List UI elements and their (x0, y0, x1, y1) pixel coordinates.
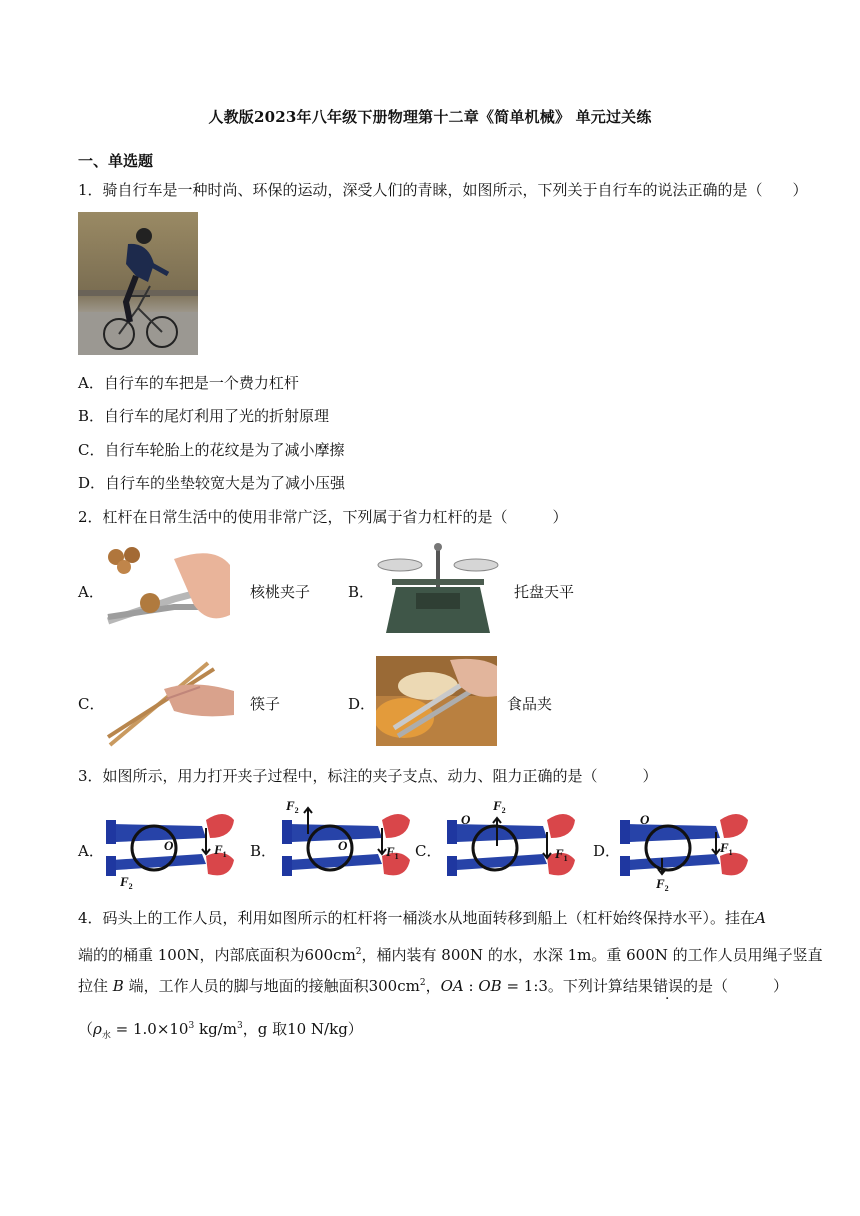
q4-text: 拉住 (78, 977, 113, 995)
q2-option-b-caption: 托盘天平 (514, 583, 575, 601)
q3-stem: 3．如图所示，用力打开夹子过程中，标注的夹子支点、动力、阻力正确的是（ ） (78, 767, 658, 785)
q4-emphasis-wrong: 错误 (652, 977, 683, 995)
q4-ratio-ob: OB (478, 977, 502, 995)
q4-rho-symbol: ρ (93, 1020, 102, 1038)
q1-option-b: B．自行车的尾灯利用了光的折射原理 (78, 407, 330, 425)
f2-label: $F_2$ (656, 876, 669, 892)
walnut-cracker-photo (104, 545, 232, 631)
q4-text: 。下列计算结果 (547, 977, 653, 995)
q4-text: 的是（ ） (682, 977, 788, 995)
q1-option-a: A．自行车的车把是一个费力杠杆 (78, 374, 299, 392)
fulcrum-label: O (461, 812, 471, 827)
q4-text: ，g 取10 N/kg） (242, 1020, 363, 1038)
q2-option-c-caption: 筷子 (250, 695, 281, 713)
f1-label-subscript: 1 (563, 854, 568, 863)
f2-label-subscript: 2 (128, 882, 133, 891)
q4-text: 端，工作人员的脚与地面的接触面积 (123, 977, 369, 995)
q2-option-c-letter: C． (78, 695, 105, 713)
q4-ratio-oa: OA (440, 977, 464, 995)
q3-clip-diagram-a (106, 798, 238, 892)
f1-label: $F_1$ (720, 840, 733, 857)
f2-label-subscript: 2 (501, 806, 506, 815)
f2-label: $F_2$ (286, 798, 299, 815)
q3-clip-diagram-b (282, 798, 414, 892)
f1-label-subscript: 1 (222, 850, 227, 859)
q2-option-a-caption: 核桃夹子 (250, 583, 311, 601)
q1-stem: 1．骑自行车是一种时尚、环保的运动，深受人们的青睐，如图所示，下列关于自行车的说法正确的是（ ） (78, 181, 808, 199)
q4-density-value: = 1.0×10 (110, 1020, 189, 1038)
q4-area-value: 600cm (304, 946, 356, 964)
q3-option-a-letter: A． (78, 842, 104, 860)
q4-text: ， (425, 977, 441, 995)
f1-label: $F_1$ (386, 844, 399, 861)
f1-label: $F_1$ (214, 842, 227, 859)
q4-unit-exponent: 3 (236, 1021, 243, 1031)
q2-stem: 2．杠杆在日常生活中的使用非常广泛，下列属于省力杠杆的是（ ） (78, 508, 568, 526)
q3-option-d-letter: D． (593, 842, 621, 860)
balance-scale-photo (376, 543, 500, 635)
q4-line-4 (78, 1018, 363, 1041)
q4-density-exponent: 3 (188, 1021, 195, 1031)
q3-clip-diagram-c (447, 798, 579, 892)
f2-label-subscript: 2 (664, 884, 669, 892)
q4-point-b: B (112, 977, 124, 995)
page-title: 人教版2023年八年级下册物理第十二章《简单机械》 单元过关练 (208, 108, 652, 126)
q4-text: 端的的桶重 100N，内部底面积为 (78, 946, 305, 964)
q2-option-b-letter: B． (348, 583, 375, 601)
section-heading: 一、单选题 (78, 152, 154, 170)
f1-label-subscript: 1 (728, 848, 733, 857)
q3-clip-diagram-d (620, 798, 752, 892)
fulcrum-label: O (640, 812, 650, 827)
food-tongs-photo (376, 656, 497, 746)
q4-text: （ (78, 1020, 94, 1038)
cyclist-photo (78, 212, 198, 355)
f2-label-subscript: 2 (294, 806, 299, 815)
q4-area-value: 300cm (368, 977, 420, 995)
fulcrum-label: O (164, 838, 174, 853)
q2-option-d-caption: 食品夹 (507, 695, 553, 713)
chopsticks-photo (104, 655, 236, 747)
q4-line-2 (78, 944, 823, 965)
f2-label: $F_2$ (120, 874, 133, 891)
f1-label: $F_1$ (555, 846, 568, 863)
q1-option-d: D．自行车的坐垫较宽大是为了减小压强 (78, 474, 346, 492)
q4-line-3 (78, 975, 788, 996)
q4-line-1 (78, 907, 766, 928)
q4-ratio-value: = 1:3 (501, 977, 548, 995)
q4-exponent: 2 (355, 947, 362, 957)
q4-exponent: 2 (419, 978, 426, 988)
q4-text: 4．码头上的工作人员，利用如图所示的杠杆将一桶淡水从地面转移到船上（杠杆始终保持水平）。挂在 (78, 909, 756, 927)
q2-option-d-letter: D． (348, 695, 376, 713)
f1-label-subscript: 1 (394, 852, 399, 861)
q3-option-b-letter: B． (250, 842, 277, 860)
q1-option-c: C．自行车轮胎上的花纹是为了减小摩擦 (78, 441, 345, 459)
f2-label: $F_2$ (493, 798, 506, 815)
q4-rho-subscript: 水 (101, 1031, 111, 1041)
fulcrum-label: O (338, 838, 348, 853)
q4-text: ，桶内装有 800N 的水，水深 1m。重 600N 的工作人员用绳子竖直 (361, 946, 823, 964)
q4-ratio-colon: : (463, 977, 479, 995)
q2-option-a-letter: A． (78, 583, 104, 601)
q3-option-c-letter: C． (415, 842, 442, 860)
q4-density-unit: kg/m (194, 1020, 237, 1038)
q4-point-a: A (755, 909, 766, 927)
